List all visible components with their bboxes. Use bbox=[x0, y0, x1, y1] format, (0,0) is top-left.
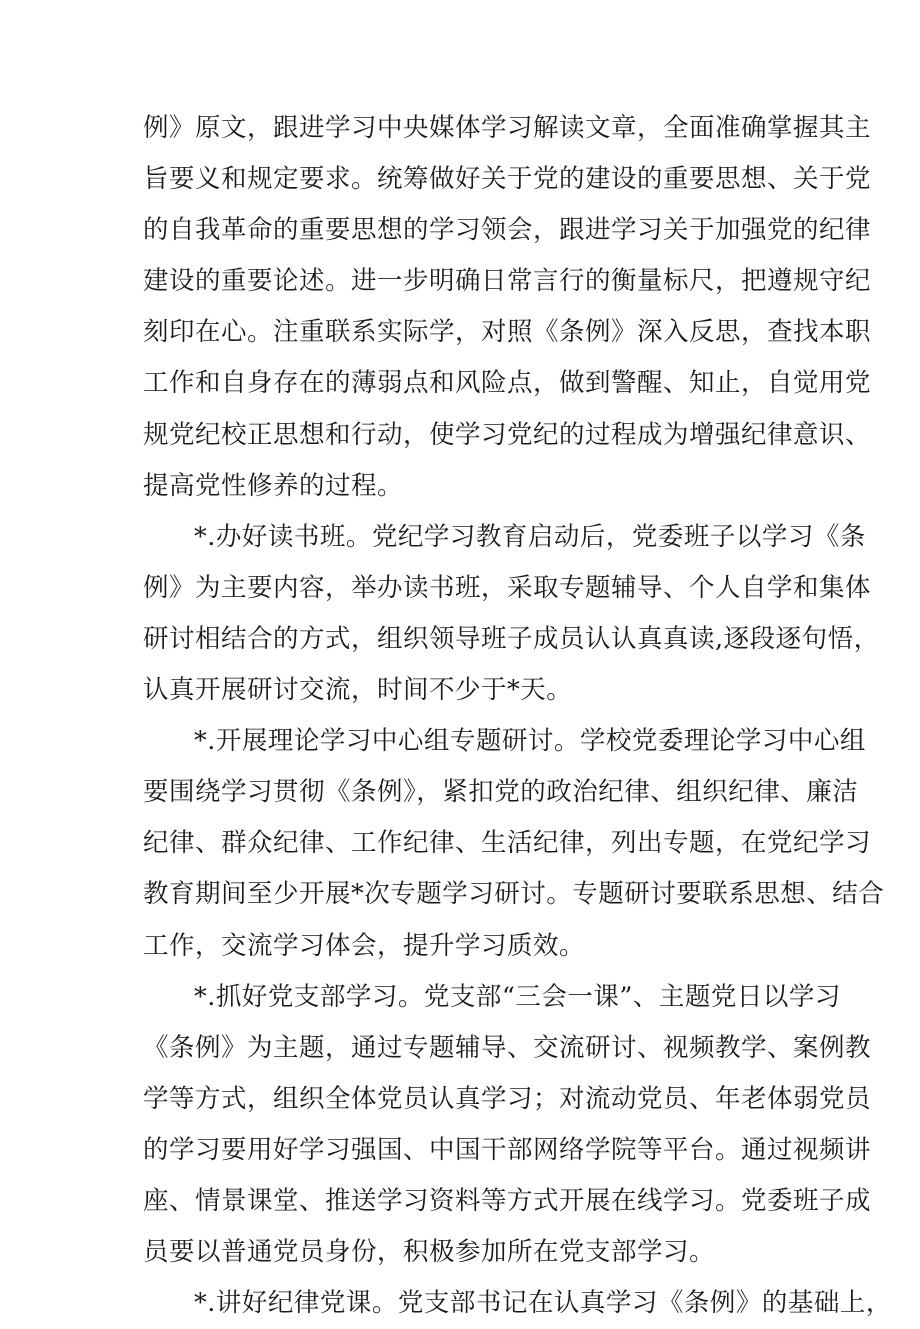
document-body bbox=[143, 103, 892, 1329]
text-line: 教育期间至少开展*次专题学习研讨。专题研讨要联系思想、结合 bbox=[143, 879, 885, 910]
text-line: 研讨相结合的方式，组织领导班子成员认认真真读,逐段逐句悟， bbox=[143, 623, 880, 654]
paragraph bbox=[143, 1278, 892, 1329]
text-line: 例》为主要内容，举办读书班，采取专题辅导、个人自学和集体 bbox=[143, 572, 872, 603]
text-line: *.抓好党支部学习。党支部“三会一课”、主题党日以学习 bbox=[194, 981, 841, 1012]
paragraph bbox=[143, 512, 880, 716]
text-line: 员要以普通党员身份，积极参加所在党支部学习。 bbox=[143, 1237, 716, 1268]
text-line: 《条例》为主题，通过专题辅导、交流研讨、视频教学、案例教 bbox=[143, 1032, 872, 1063]
text-line: 旨要义和规定要求。统筹做好关于党的建设的重要思想、关于党 bbox=[143, 164, 872, 195]
text-line: 的自我革命的重要思想的学习领会，跟进学习关于加强党的纪律 bbox=[143, 215, 872, 246]
text-line: 的学习要用好学习强国、中国干部网络学院等平台。通过视频讲 bbox=[143, 1134, 872, 1165]
text-line: *.讲好纪律党课。党支部书记在认真学习《条例》的基础上， bbox=[194, 1288, 892, 1319]
text-line: 学等方式，组织全体党员认真学习；对流动党员、年老体弱党员 bbox=[143, 1083, 872, 1114]
text-line: 认真开展研讨交流，时间不少于*天。 bbox=[143, 675, 573, 706]
text-line: *.办好读书班。党纪学习教育启动后，党委班子以学习《条 bbox=[194, 521, 866, 552]
text-line: *.开展理论学习中心组专题研讨。学校党委理论学习中心组 bbox=[194, 726, 866, 757]
text-line: 规党纪校正思想和行动，使学习党纪的过程成为增强纪律意识、 bbox=[143, 419, 872, 450]
paragraph bbox=[143, 716, 885, 971]
text-line: 建设的重要论述。进一步明确日常言行的衡量标尺，把遵规守纪 bbox=[143, 266, 872, 297]
paragraph bbox=[143, 103, 872, 512]
paragraph bbox=[143, 972, 872, 1279]
text-line: 要围绕学习贯彻《条例》，紧扣党的政治纪律、组织纪律、廉洁 bbox=[143, 777, 859, 808]
text-line: 工作，交流学习体会，提升学习质效。 bbox=[143, 930, 586, 961]
text-line: 刻印在心。注重联系实际学，对照《条例》深入反思，查找本职 bbox=[143, 317, 872, 348]
text-line: 提高党性修养的过程。 bbox=[143, 470, 404, 501]
text-line: 座、情景课堂、推送学习资料等方式开展在线学习。党委班子成 bbox=[143, 1185, 872, 1216]
text-line: 纪律、群众纪律、工作纪律、生活纪律，列出专题，在党纪学习 bbox=[143, 828, 872, 859]
text-line: 工作和自身存在的薄弱点和风险点，做到警醒、知止，自觉用党 bbox=[143, 368, 872, 399]
text-line: 例》原文，跟进学习中央媒体学习解读文章，全面准确掌握其主 bbox=[143, 113, 872, 143]
